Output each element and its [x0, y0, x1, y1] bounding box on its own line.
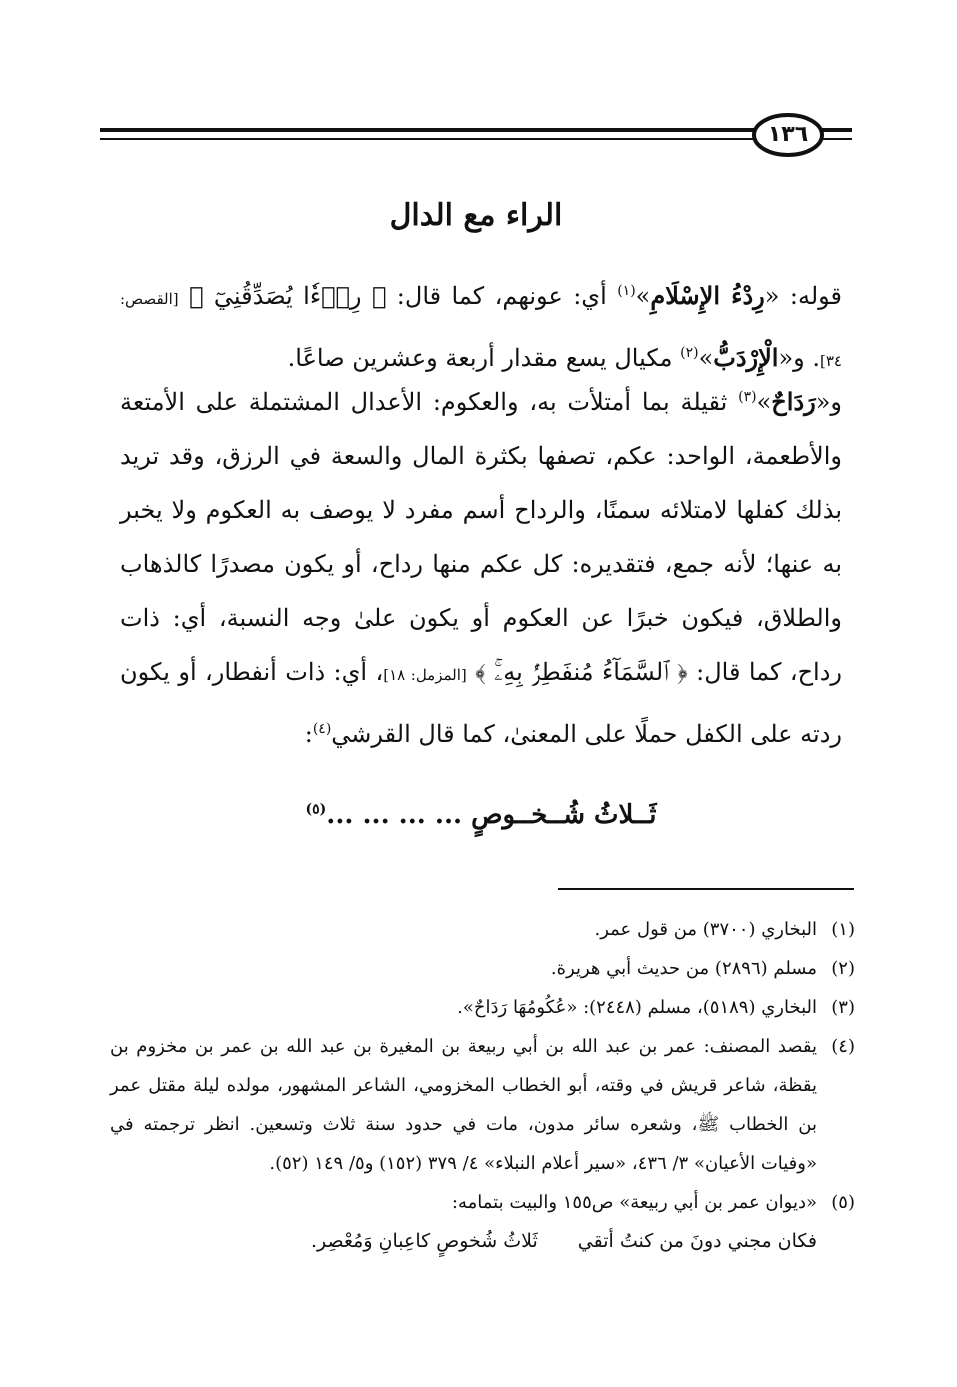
footnote-ref-3: (٣): [738, 389, 757, 405]
paragraph-2: [120, 370, 842, 761]
footnote-ref-4: (٤): [312, 721, 332, 737]
footnote-text: «ديوان عمر بن أبي ربيعة» ص١٥٥ والبيت بتمامه:: [451, 1192, 817, 1213]
footnote-item: [110, 988, 855, 1027]
p2-text2: ، أي: ذات أنفطار، أو يكون ردته على الكفل حملًا على المعنىٰ، كما قال القرشي: [120, 658, 842, 748]
footnote-number: (١): [831, 919, 855, 940]
poem-hemistich-2: ثَلاثُ شُخوصٍ كاعِبانِ وَمُعْصِر.: [311, 1230, 538, 1252]
p1-mid4: »: [698, 344, 714, 372]
p1-mid3: . و«: [778, 344, 821, 372]
p2-mid1: »: [756, 388, 772, 416]
p1-post: مكيال يسع مقدار أربعة وعشرين صاعًا.: [287, 344, 681, 372]
footnote-number: (٣): [831, 997, 855, 1018]
footnote-separator: [558, 888, 854, 890]
footnote-text: البخاري (٥١٨٩)، مسلم (٢٤٤٨): «عُكُومُهَا رَدَاحٌ».: [457, 997, 817, 1018]
p2-pre: و«: [815, 388, 842, 416]
quran-source-2: [المزمل: ١٨]: [383, 666, 467, 684]
p1-pre: قوله: «: [764, 282, 842, 310]
footnote-text: يقصد المصنف: عمر بن عبد الله بن أبي ربيعة بن المغيرة بن عبد الله بن عمر بن مخزوم بن يقظة، شاعر قريش في وقته، أبو الخطاب المخزومي، الشاعر المشهور، مولده ليلة مقتل عمر بن الخطاب ﷺ، وشعره سائر مدون، مات في حدود سنة ثلاث وتسعين. انظر ترجمته في «وفيات الأعيان» ٣/ ٤٣٦، «سير أعلام النبلاء» ٤/ ٣٧٩ (١٥٢) و٥/ ١٤٩ (٥٢).: [110, 1036, 817, 1174]
poem-hemistich-1: فكان مجني دونَ من كنتُ أتقي: [577, 1230, 817, 1252]
footnote-text: البخاري (٣٧٠٠) من قول عمر.: [594, 919, 817, 940]
footnote-text: مسلم (٢٨٩٦) من حديث أبي هريرة.: [550, 958, 817, 979]
page-header: [100, 112, 852, 158]
footnote-number: (٤): [831, 1036, 855, 1057]
footnote-item: [110, 1027, 855, 1183]
footnote-item: [110, 1183, 855, 1222]
page-number: ١٣٦: [767, 122, 809, 147]
p2-end: :: [304, 720, 313, 748]
term-irdabb: الْإِرْدَبُّ: [713, 343, 779, 372]
term-rid-al-islam: رِدْءُ الإِسْلَامِ: [650, 281, 765, 310]
footnote-item: [110, 949, 855, 988]
term-radah: رَدَاحٌ: [771, 387, 816, 416]
poem-verse: [110, 1222, 855, 1261]
footnote-item: [110, 910, 855, 949]
quran-source-1: [القصص: ٣٤]: [120, 290, 842, 370]
p2-text1: ثقيلة بما أمتلأت به، والعكوم: الأعدال المشتملة على الأمتعة والأطعمة، الواحد: عكم، تصفها بكثرة المال والسعة في الرزق، وقد تريد بذلك كفلها لامتلائه سمنًا، والرداح أسم مفرد لا يوصف به العكوم ولا يخبر به عنها؛ لأنه جمع، فتقديره: كل عكم منها رداح، أو يكون مصدرًا كالذهاب والطلاق، فيكون خبرًا عن العكوم أو يكون علىٰ وجه النسبة، أي: ذات رداح، كما قال: ﴿ ٱلسَّمَآءُ مُنفَطِرُۢ بِهِۦۚ ﴾: [120, 388, 843, 686]
footnote-number: (٢): [831, 958, 855, 979]
verse-line: [120, 800, 842, 830]
header-ornament: [100, 112, 852, 158]
verse-text: ثَــلاثُ شُــخــوصٍ ... ... ... ...: [326, 800, 657, 830]
footnotes: [110, 910, 855, 1261]
p1-mid2: أي: عونهم، كما قال: ﴿ رِدۡءٗا يُصَدِّقُنِيٓ ﴾: [178, 282, 618, 310]
footnote-ref-2: (٢): [680, 345, 699, 361]
footnote-number: (٥): [831, 1192, 855, 1213]
p1-mid1: »: [635, 282, 651, 310]
footnote-ref-5: (٥): [305, 801, 327, 818]
footnote-ref-1: (١): [617, 283, 636, 299]
section-title: الراء مع الدال: [389, 198, 563, 233]
